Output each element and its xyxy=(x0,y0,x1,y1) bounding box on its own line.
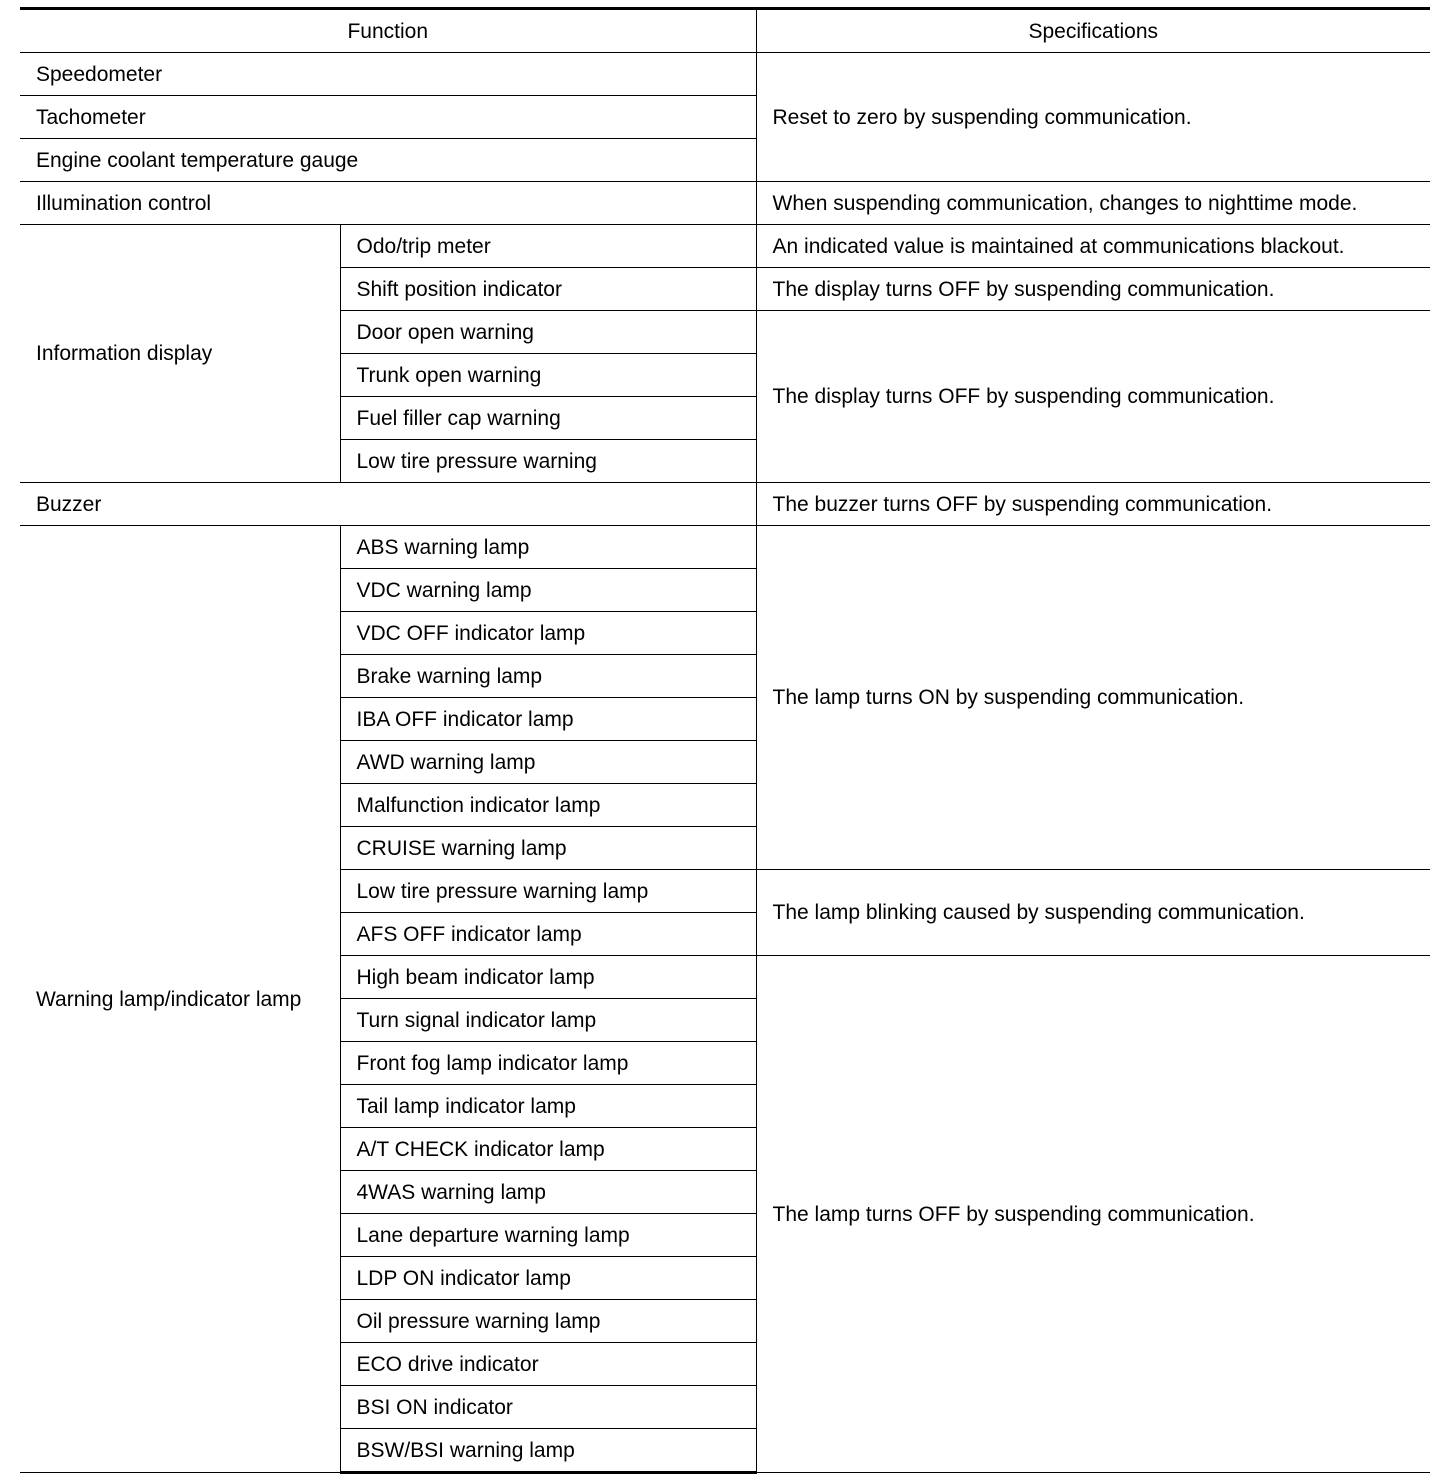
function-cell: Fuel filler cap warning xyxy=(340,397,756,440)
table-row xyxy=(20,53,1430,96)
function-cell: Door open warning xyxy=(340,311,756,354)
function-cell: Malfunction indicator lamp xyxy=(340,784,756,827)
function-cell: LDP ON indicator lamp xyxy=(340,1257,756,1300)
function-cell: 4WAS warning lamp xyxy=(340,1171,756,1214)
function-cell: IBA OFF indicator lamp xyxy=(340,698,756,741)
spec-cell: The lamp blinking caused by suspending communication. xyxy=(756,870,1430,956)
function-cell: BSI ON indicator xyxy=(340,1386,756,1429)
spec-cell: The lamp turns OFF by suspending communication. xyxy=(756,956,1430,1473)
function-cell: High beam indicator lamp xyxy=(340,956,756,999)
function-cell: ABS warning lamp xyxy=(340,526,756,569)
table-row xyxy=(20,182,1430,225)
function-cell: Brake warning lamp xyxy=(340,655,756,698)
function-cell: VDC warning lamp xyxy=(340,569,756,612)
function-cell: Trunk open warning xyxy=(340,354,756,397)
function-cell: Buzzer xyxy=(20,483,756,526)
function-cell: ECO drive indicator xyxy=(340,1343,756,1386)
function-cell: VDC OFF indicator lamp xyxy=(340,612,756,655)
table-row xyxy=(20,526,1430,569)
function-cell: Shift position indicator xyxy=(340,268,756,311)
function-cell: A/T CHECK indicator lamp xyxy=(340,1128,756,1171)
function-cell: Front fog lamp indicator lamp xyxy=(340,1042,756,1085)
spec-cell: The display turns OFF by suspending communication. xyxy=(756,268,1430,311)
function-cell: CRUISE warning lamp xyxy=(340,827,756,870)
group-cell: Warning lamp/indicator lamp xyxy=(20,526,340,1473)
function-cell: Low tire pressure warning lamp xyxy=(340,870,756,913)
spec-cell: The buzzer turns OFF by suspending communication. xyxy=(756,483,1430,526)
function-cell: Oil pressure warning lamp xyxy=(340,1300,756,1343)
header-row xyxy=(20,9,1430,53)
function-cell: Engine coolant temperature gauge xyxy=(20,139,756,182)
function-cell: Illumination control xyxy=(20,182,756,225)
spec-cell: Reset to zero by suspending communication. xyxy=(756,53,1430,182)
spec-cell: An indicated value is maintained at communications blackout. xyxy=(756,225,1430,268)
function-cell: AWD warning lamp xyxy=(340,741,756,784)
table-row xyxy=(20,483,1430,526)
table-row xyxy=(20,225,1430,268)
spec-cell: The display turns OFF by suspending communication. xyxy=(756,311,1430,483)
fail-safe-spec-table xyxy=(20,7,1430,1474)
function-cell: BSW/BSI warning lamp xyxy=(340,1429,756,1473)
function-cell: Tail lamp indicator lamp xyxy=(340,1085,756,1128)
function-cell: Turn signal indicator lamp xyxy=(340,999,756,1042)
spec-cell: When suspending communication, changes to nighttime mode. xyxy=(756,182,1430,225)
header-specifications: Specifications xyxy=(756,9,1430,53)
header-function: Function xyxy=(20,9,756,53)
function-cell: Tachometer xyxy=(20,96,756,139)
function-cell: Odo/trip meter xyxy=(340,225,756,268)
function-cell: Lane departure warning lamp xyxy=(340,1214,756,1257)
function-cell: AFS OFF indicator lamp xyxy=(340,913,756,956)
group-cell: Information display xyxy=(20,225,340,483)
function-cell: Speedometer xyxy=(20,53,756,96)
spec-cell: The lamp turns ON by suspending communication. xyxy=(756,526,1430,870)
function-cell: Low tire pressure warning xyxy=(340,440,756,483)
